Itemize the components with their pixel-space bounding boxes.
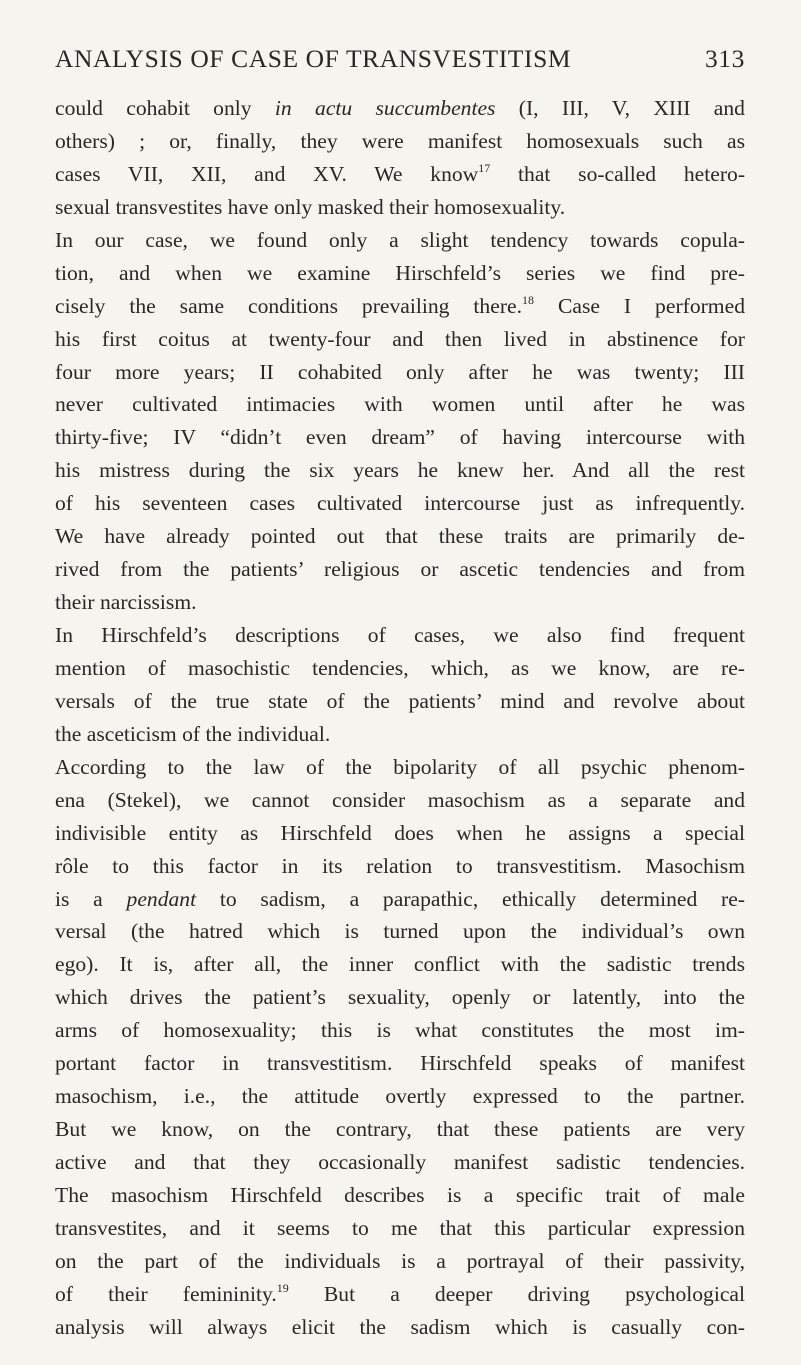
- text-line: [55, 191, 745, 224]
- line-text: According to the law of the bipolarity of all psychic phenom-: [55, 754, 745, 779]
- line-text: rived from the patients’ religious or ascetic tendencies and from: [55, 557, 745, 582]
- line-text: ego). It is, after all, the inner conflict with the sadistic trends: [55, 952, 745, 977]
- line-text: his mistress during the six years he knew her. And all the rest: [55, 458, 745, 483]
- line-text: analysis will always elicit the sadism which is casually con-: [55, 1314, 745, 1339]
- line-text: his first coitus at twenty-four and then lived in abstinence for: [55, 326, 745, 351]
- page-number: 313: [704, 44, 745, 73]
- line-text: We have already pointed out that these traits are primarily de-: [55, 524, 745, 549]
- line-text: on the part of the individuals is a portrayal of their passivity,: [55, 1248, 745, 1273]
- text-line: [55, 619, 745, 652]
- text-line: [55, 454, 745, 487]
- line-text: which drives the patient’s sexuality, openly or latently, into the: [55, 985, 745, 1010]
- text-line: [55, 1278, 745, 1311]
- text-line: [55, 1179, 745, 1212]
- text-line: [55, 685, 745, 718]
- text-line: [55, 290, 745, 323]
- line-text: arms of homosexuality; this is what constitutes the most im-: [55, 1018, 745, 1043]
- text-line: [55, 158, 745, 191]
- line-text: portant factor in transvestitism. Hirschfeld speaks of manifest: [55, 1051, 745, 1076]
- text-line: [55, 850, 745, 883]
- text-line: [55, 520, 745, 553]
- line-text: But we know, on the contrary, that these patients are very: [55, 1117, 745, 1142]
- line-text: thirty-five; IV “didn’t even dream” of having intercourse with: [55, 425, 745, 450]
- text-line: [55, 356, 745, 389]
- text-line: [55, 948, 745, 981]
- text-line: [55, 388, 745, 421]
- line-text: masochism, i.e., the attitude overtly expressed to the partner.: [55, 1084, 745, 1109]
- line-text: active and that they occasionally manifest sadistic tendencies.: [55, 1150, 745, 1174]
- text-line: [55, 1311, 745, 1344]
- line-text: cisely the same conditions prevailing there.: [55, 293, 522, 318]
- line-text: transvestites, and it seems to me that this particular expression: [55, 1215, 745, 1240]
- text-line: [55, 125, 745, 158]
- line-text-continued: (I, III, V, XIII and: [518, 96, 745, 120]
- text-line: [55, 1146, 745, 1179]
- line-text-continued: But a deeper driving psychological: [323, 1281, 746, 1306]
- text-line: [55, 1014, 745, 1047]
- text-line: [55, 553, 745, 586]
- line-text: sexual transvestites have only masked their homosexuality.: [55, 194, 566, 219]
- line-text: is a: [55, 886, 103, 911]
- line-text: of his seventeen cases cultivated intercourse just as infrequently.: [55, 491, 745, 516]
- text-line: [55, 487, 745, 520]
- text-line: [55, 421, 745, 454]
- line-text: mention of masochistic tendencies, which, as we know, are re-: [55, 655, 745, 680]
- italic-phrase: pendant: [126, 886, 197, 911]
- footnote-reference: 17: [478, 160, 491, 175]
- running-head: [55, 44, 745, 74]
- line-text: of their femininity.: [55, 1281, 277, 1306]
- text-line: [55, 1245, 745, 1278]
- line-text-continued: that so-called hetero-: [518, 161, 746, 186]
- text-line: [55, 1080, 745, 1113]
- text-line: [55, 1113, 745, 1146]
- italic-phrase: in actu succumbentes: [274, 96, 496, 120]
- footnote-reference: 18: [522, 292, 534, 307]
- line-text: could cohabit only: [55, 96, 252, 120]
- text-line: [55, 915, 745, 948]
- text-line: [55, 718, 745, 751]
- line-text: four more years; II cohabited only after he was twenty; III: [55, 359, 745, 384]
- text-line: [55, 883, 745, 916]
- line-text: ena (Stekel), we cannot consider masochism as a separate and: [55, 787, 745, 812]
- text-line: [55, 784, 745, 817]
- running-head-title: ANALYSIS OF CASE OF TRANSVESTITISM: [55, 44, 572, 73]
- line-text: versals of the true state of the patients’ mind and revolve about: [55, 688, 745, 713]
- text-line: [55, 1047, 745, 1080]
- line-text: rôle to this factor in its relation to transvestitism. Masochism: [55, 853, 745, 878]
- line-text: versal (the hatred which is turned upon the individual’s own: [55, 919, 745, 944]
- text-line: [55, 981, 745, 1014]
- body-text: [55, 92, 745, 1344]
- line-text: their narcissism.: [55, 590, 197, 615]
- text-line: [55, 652, 745, 685]
- line-text: never cultivated intimacies with women until after he was: [55, 392, 745, 417]
- line-text: indivisible entity as Hirschfeld does when he assigns a special: [55, 820, 745, 845]
- text-line: [55, 1212, 745, 1245]
- line-text-continued: Case I performed: [557, 293, 745, 318]
- text-line: [55, 257, 745, 290]
- line-text: others) ; or, finally, they were manifest homosexuals such as: [55, 128, 745, 153]
- text-line: [55, 586, 745, 619]
- text-line: [55, 751, 745, 784]
- text-line: [55, 323, 745, 356]
- line-text: In Hirschfeld’s descriptions of cases, we also find frequent: [55, 623, 745, 647]
- text-line: [55, 224, 745, 257]
- line-text: The masochism Hirschfeld describes is a specific trait of male: [55, 1182, 745, 1207]
- line-text: In our case, we found only a slight tendency towards copula-: [55, 227, 745, 252]
- line-text: tion, and when we examine Hirschfeld’s series we find pre-: [55, 260, 745, 285]
- footnote-reference: 19: [276, 1280, 289, 1295]
- text-line: [55, 817, 745, 850]
- line-text: the asceticism of the individual.: [55, 721, 331, 746]
- line-text-continued: to sadism, a parapathic, ethically determined re-: [219, 886, 745, 911]
- line-text: cases VII, XII, and XV. We know: [55, 161, 479, 186]
- text-line: [55, 92, 745, 125]
